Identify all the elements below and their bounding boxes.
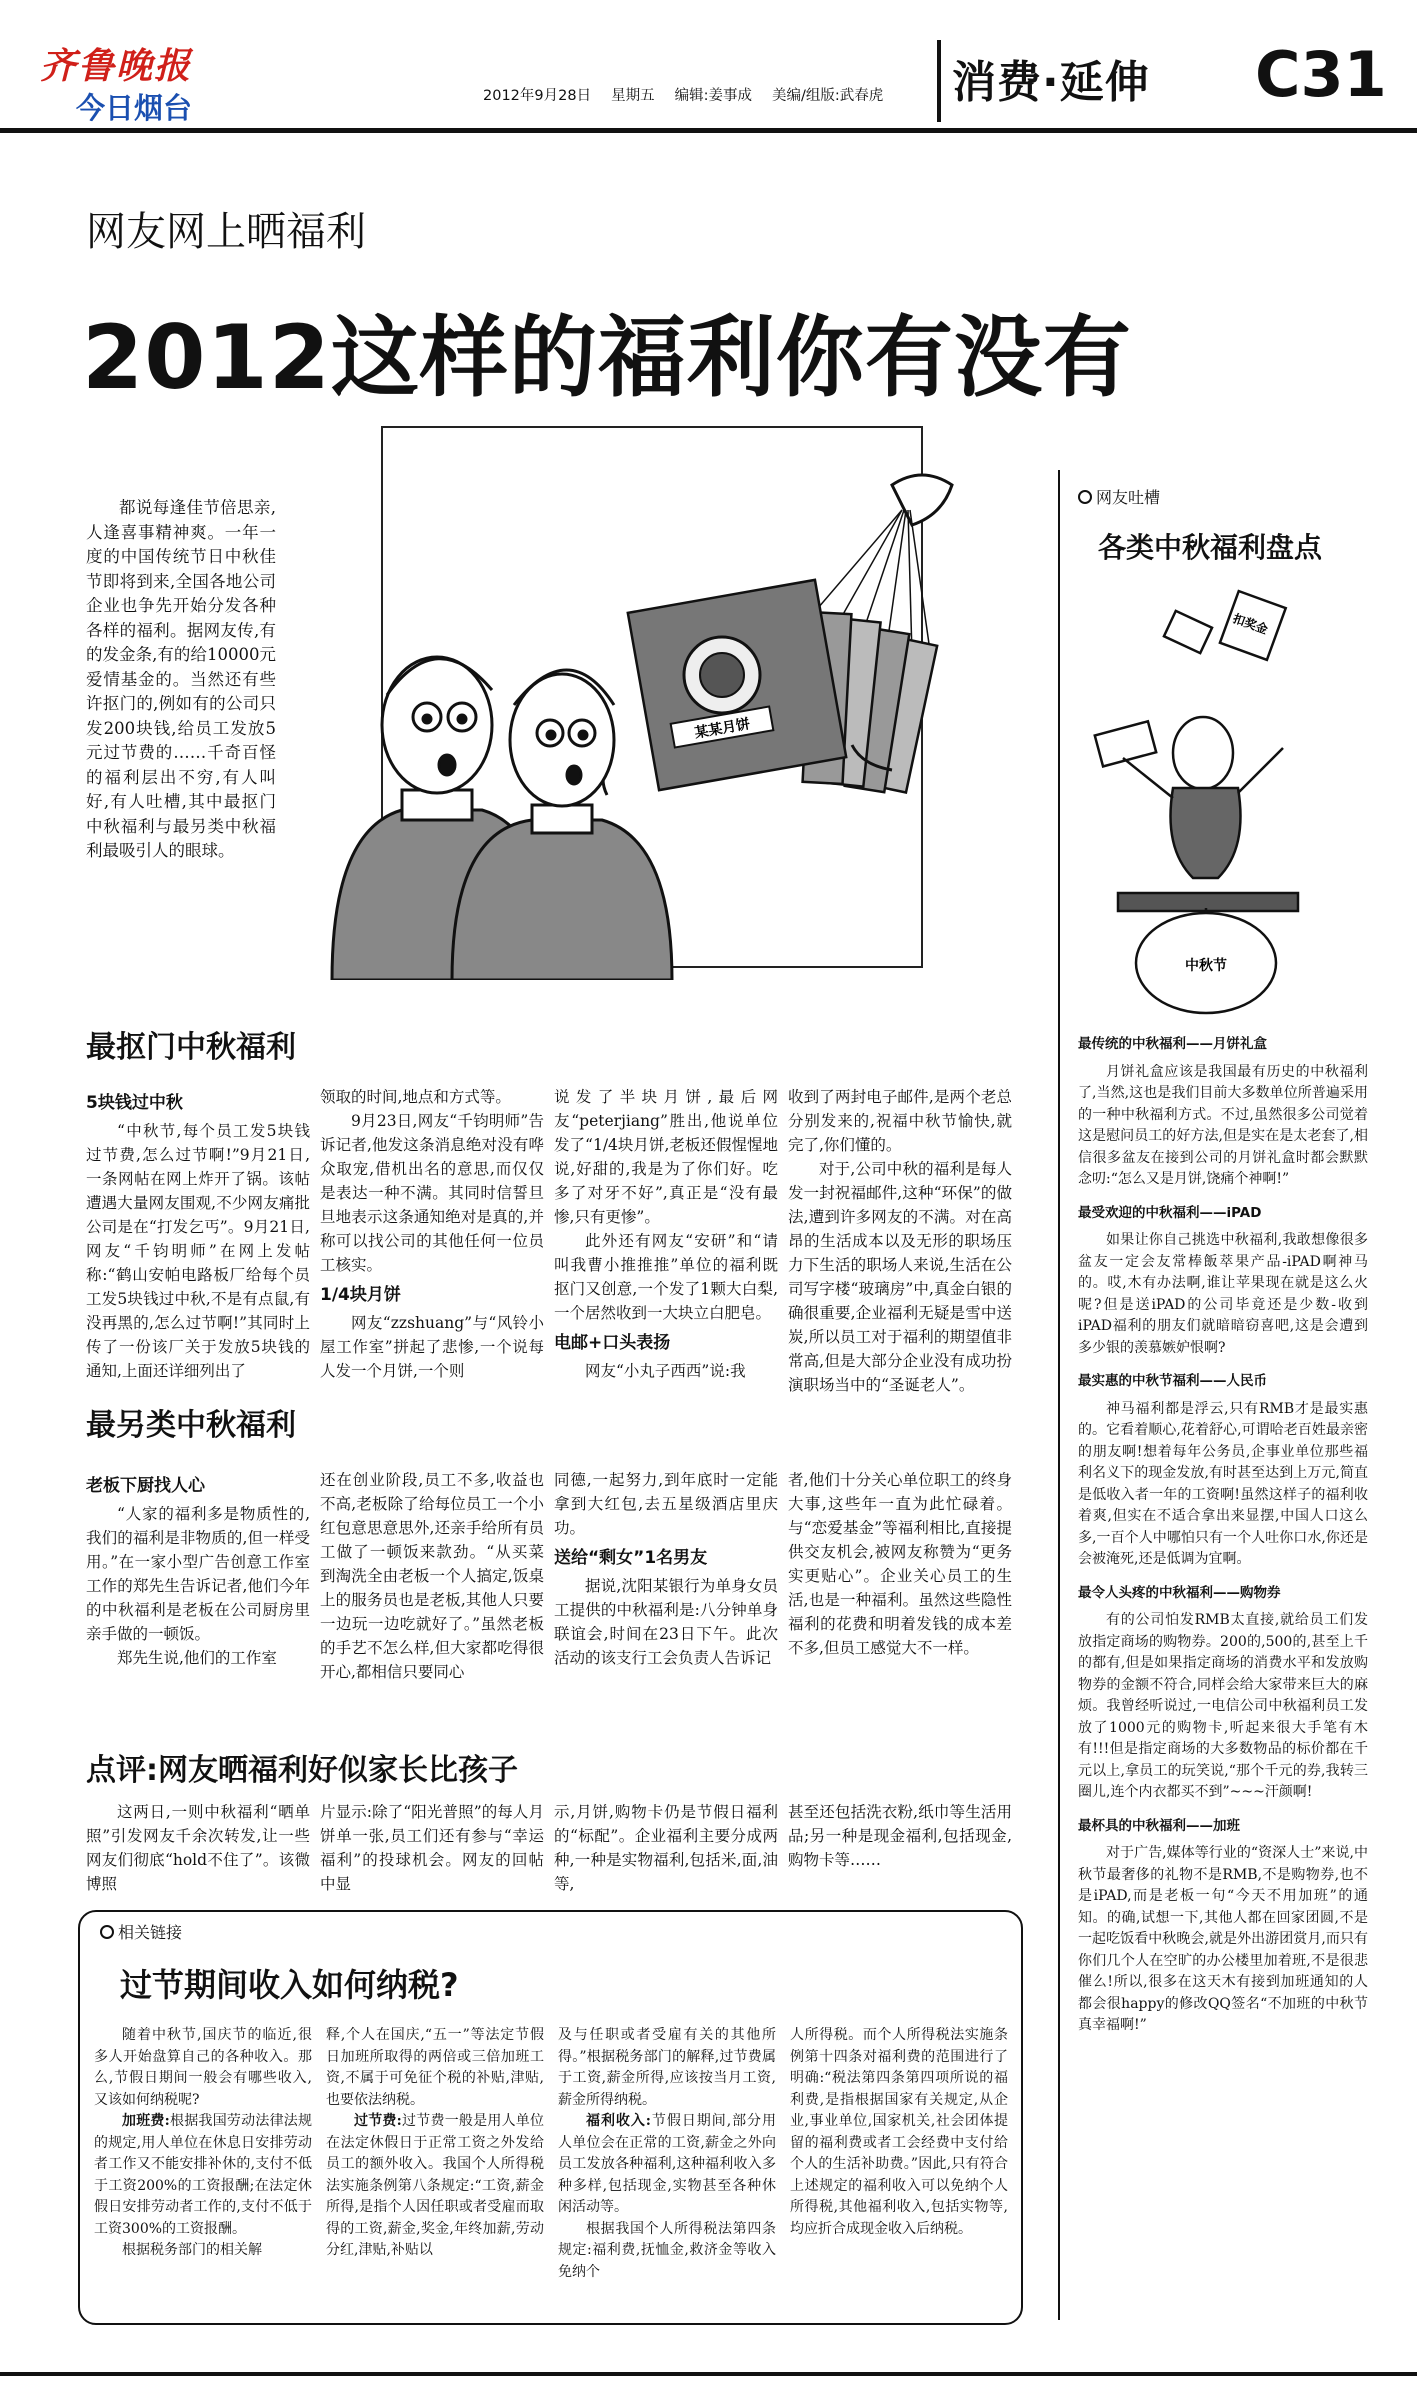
comment-col4 — [788, 1800, 1012, 1872]
tax-c1b-lead: 加班费: — [122, 2113, 170, 2129]
tax-c2a: 释,个人在国庆,“五一”等法定节假日加班所取得的两倍或三倍加班工资,不属于可免征个税的补贴,津贴,也要依法纳税。 — [326, 2027, 544, 2108]
section-name: 消费·延伸 — [952, 57, 1150, 108]
masthead — [0, 0, 1417, 132]
sidebar-item-0-head: 最传统的中秋福利——月饼礼盒 — [1078, 1036, 1267, 1052]
tax-c1a: 随着中秋节,国庆节的临近,很多人开始盘算自己的各种收入。那么,节假日期间一般会有哪些收入,又该如何纳税呢? — [94, 2027, 312, 2108]
sidebar-item-2-body: 神马福利都是浮云,只有RMB才是最实惠的。它看着顺心,花着舒心,可谓哈老百姓最亲密的朋友啊!想着每年公务员,企事业单位那些福利名义下的现金发放,有时甚至达到上万元,简直是低收入者一年的工资啊!虽然这样子的福利收着爽,但实在不适合拿出来显摆,中国人口这么多,一百个人中哪怕只有一个人吐你口水,你还是会被淹死,还是低调为宜啊。 — [1078, 1400, 1368, 1567]
section1-col4 — [788, 1085, 1012, 1397]
section1-c2b: 9月23日,网友“千钧明师”告诉记者,他发这条消息绝对没有哗众取宠,借机出名的意思,而仅仅是表达一种不满。其同时信誓旦旦地表示这条通知绝对是真的,并称可以找公司的其他任何一位员工核实。 — [320, 1112, 544, 1274]
sidebar-item-4-head: 最杯具的中秋福利——加班 — [1078, 1817, 1240, 1834]
issue-editor: 编辑:姜事成 — [674, 88, 752, 104]
header-divider — [937, 40, 941, 122]
lead-intro-text: 都说每逢佳节倍思亲,人逢喜事精神爽。一年一度的中国传统节日中秋佳节即将到来,全国各地公司企业也争先开始分发各种各样的福利。据网友传,有的发金条,有的给10000元爱情基金的。当然还有些许抠门的,例如有的公司只发200块钱,给员工发放5元过节费的……千奇百怪的福利层出不穷,有人叫好,有人吐槽,其中最抠门中秋福利与最另类中秋福利最吸引人的眼球。 — [86, 498, 276, 860]
section1-c4b: 对于,公司中秋的福利是每人发一封祝福邮件,这种“环保”的做法,遭到许多网友的不满。对在高昂的生活成本以及无形的职场压力下生活的职场人来说,生活在公司写字楼“玻璃房”中,真金白银的确很重要,企业福利无疑是雪中送炭,所以员工对于福利的期望值非常高,但是大部分企业没有成功扮演职场当中的“圣诞老人”。 — [788, 1160, 1012, 1394]
section2-col1 — [86, 1468, 310, 1670]
issue-info — [483, 84, 883, 105]
footer-rule — [0, 2372, 1417, 2376]
section1-col3 — [554, 1085, 778, 1383]
headline: 2012这样的福利你有没有 — [82, 306, 1132, 409]
sidebar-item-1-body: 如果让你自己挑选中秋福利,我敢想像很多盆友一定会友常棒飯萃果产品-iPAD啊神马的。哎,木有办法啊,谁让苹果现在就是这么火呢?但是送iPAD的公司毕竟还是少数-收到iPAD福利的朋友们就暗暗窃喜吧,这是会遭到多少银的羡慕嫉妒恨啊? — [1078, 1232, 1368, 1356]
paper-logo: 齐鲁晚报 — [40, 45, 193, 87]
section1-sub1: 5块钱过中秋 — [86, 1093, 183, 1113]
box-label: 某某月饼 — [693, 716, 752, 742]
comment-col1 — [86, 1800, 310, 1896]
comment-c4: 甚至还包括洗衣粉,纸巾等生活用品;另一种是现金福利,包括现金,购物卡等…… — [788, 1803, 1012, 1869]
tax-c1c: 根据税务部门的相关解 — [122, 2242, 262, 2258]
section2-sub2: 送给“剩女”1名男友 — [554, 1548, 708, 1568]
sidebar-item-3-body: 有的公司怕发RMB太直接,就给员工们发放指定商场的购物券。200的,500的,甚至上千的都有,但是如果指定商场的消费水平和发放购物券的金额不符合,同样会给大家带来巨大的麻烦。我曾经听说过,一电信公司中秋福利员工发放了1000元的购物卡,听起来很大手笔有木有!!!但是指定商场的大多数物品的标价都在千元以上,拿员工的玩笑说,“那个千元的券,我转三圈儿,连个内衣都买不到”~~~汗颜啊! — [1078, 1612, 1368, 1800]
section1-title: 最抠门中秋福利 — [86, 1030, 296, 1065]
sidebar-item-1-head: 最受欢迎的中秋福利——iPAD — [1078, 1204, 1262, 1221]
section1-col1 — [86, 1085, 310, 1383]
comment-c2: 片显示:除了“阳光普照”的每人月饼单一张,员工们还有参与“幸运福利”的投球机会。网友的回帖中显 — [320, 1803, 544, 1893]
section1-col2 — [320, 1085, 544, 1383]
section2-c1b: 郑先生说,他们的工作室 — [117, 1649, 277, 1667]
section1-sub3: 电邮+口头表扬 — [554, 1333, 671, 1353]
sidebar-body — [1078, 1034, 1368, 2037]
sidebar-item-2-head: 最实惠的中秋节福利——人民币 — [1078, 1373, 1267, 1389]
issue-date: 2012年9月28日 — [483, 88, 592, 104]
tax-c3a: 及与任职或者受雇有关的其他所得。”根据税务部门的解释,过节费属于工资,薪金所得,应该按当月工资,薪金所得纳税。 — [558, 2027, 776, 2108]
tax-col1 — [94, 2025, 312, 2262]
tax-c1b: 根据我国劳动法律法规的规定,用人单位在休息日安排劳动者工作又不能安排补休的,支付不低于工资200%的工资报酬;在法定休假日安排劳动者工作的,支付不低于工资300%的工资报酬。 — [94, 2113, 313, 2237]
section2-c1a: “人家的福利多是物质性的,我们的福利是非物质的,但一样受用。”在一家小型广告创意工作室工作的郑先生告诉记者,他们今年的中秋福利是老板在公司厨房里亲手做的一顿饭。 — [86, 1505, 310, 1643]
section2-col4 — [788, 1468, 1012, 1660]
section1-c3c: 网友“小丸子西西”说:我 — [585, 1362, 746, 1380]
section1-c3a: 说发了半块月饼,最后网友“peterjiang”胜出,他说单位发了“1/4块月饼,老板还假惺惺地说,好甜的,我是为了你们好。吃多了对牙不好”,真正是“没有最惨,只有更惨”。 — [554, 1088, 778, 1226]
section1-c2c: 网友“zzshuang”与“风铃小屋工作室”拼起了悲惨,一个说每人发一个月饼,一个则 — [320, 1314, 544, 1380]
section2-title: 最另类中秋福利 — [86, 1408, 296, 1443]
tax-c4a: 人所得税。而个人所得税法实施条例第十四条对福利费的范围进行了明确:“税法第四条第四项所说的福利费,是指根据国家有关规定,从企业,事业单位,国家机关,社会团体提留的福利费或者工会经费中支付给个人的生活补助费。”因此,只有符合上述规定的福利收入可以免纳个人所得税,其他福利收入,包括实物等,均应折合成现金收入后纳税。 — [790, 2027, 1008, 2237]
comment-title: 点评:网友晒福利好似家长比孩子 — [86, 1753, 518, 1788]
tax-c3b: 节假日期间,部分用人单位会在正常的工资,薪金之外向员工发放各种福利,这种福利收入多种多样,包括现金,实物甚至各种休闲活动等。 — [558, 2113, 777, 2215]
cartoon-juggler — [1078, 578, 1338, 1018]
tax-title: 过节期间收入如何纳税? — [120, 1966, 459, 2004]
sidebar-tag — [1078, 485, 1368, 508]
comment-col2 — [320, 1800, 544, 1896]
issue-designer: 美编/组版:武春虎 — [771, 88, 884, 104]
comment-c3: 示,月饼,购物卡仍是节假日福利的“标配”。企业福利主要分成两种,一种是实物福利,包括米,面,油等, — [554, 1803, 778, 1893]
edition-label: 今日烟台 — [76, 91, 193, 125]
page-number: C31 — [1255, 38, 1387, 111]
section2-c3b: 据说,沈阳某银行为单身女员工提供的中秋福利是:八分钟单身联谊会,时间在23日下午。此次活动的该支行工会负责人告诉记 — [554, 1577, 778, 1667]
comment-col3 — [554, 1800, 778, 1896]
issue-weekday: 星期五 — [611, 88, 655, 104]
kicker: 网友网上晒福利 — [86, 209, 366, 255]
section1-c3b: 此外还有网友“安研”和“请叫我曹小推推推”单位的福利既抠门又创意,一个发了1颗大白梨,一个居然收到一大块立白肥皂。 — [554, 1232, 778, 1322]
illus-base-label: 中秋节 — [1185, 958, 1227, 974]
section1-c2a: 领取的时间,地点和方式等。 — [320, 1088, 511, 1106]
comment-c1: 这两日,一则中秋福利“晒单照”引发网友千余次转发,让一些网友们彻底“hold不住了”。该微博照 — [86, 1803, 310, 1893]
tax-col3 — [558, 2025, 776, 2283]
illus-note: 扣奖金 — [1231, 611, 1270, 637]
tax-c3b-lead: 福利收入: — [586, 2113, 651, 2129]
tax-col4 — [790, 2025, 1008, 2240]
sidebar-item-4-body: 对于广告,媒体等行业的“资深人士”来说,中秋节最奢侈的礼物不是RMB,不是购物券,也不是iPAD,而是老板一句“今天不用加班”的通知。的确,试想一下,其他人都在回家团圆,不是一起吃饭看中秋晚会,就是外出游团赏月,而只有你们几个人在空旷的办公楼里加着班,不是很悲催么!所以,很多在这天木有接到加班通知的人都会很happy的修改QQ签名“不加班的中秋节真幸福啊!” — [1078, 1845, 1368, 2033]
sidebar-title: 各类中秋福利盘点 — [1098, 531, 1323, 564]
section1-c4a: 收到了两封电子邮件,是两个老总分别发来的,祝福中秋节愉快,就完了,你们懂的。 — [788, 1088, 1012, 1154]
section2-col3 — [554, 1468, 778, 1670]
tax-tag — [96, 1920, 186, 1943]
cartoon-svg — [292, 425, 1022, 980]
sidebar-item-0-body: 月饼礼盒应该是我国最有历史的中秋福利了,当然,这也是我们目前大多数单位所普遍采用的一种中秋福利方式。不过,虽然很多公司觉着这是慰问员工的好方法,但是实在是太老套了,相信很多盆友在接到公司的月饼礼盒时都会默默念叨:“怎么又是月饼,饶痛个神啊!” — [1078, 1063, 1368, 1187]
section2-sub1: 老板下厨找人心 — [86, 1476, 205, 1496]
tax-col2 — [326, 2025, 544, 2262]
lead-intro — [86, 496, 276, 864]
tax-c2b-lead: 过节费: — [354, 2113, 402, 2129]
section2-c2: 还在创业阶段,员工不多,收益也不高,老板除了给每位员工一个小红包意思意思外,还亲手给所有员工做了一顿饭来款劲。“从买菜到淘洗全由老板一个人搞定,饭桌上的服务员也是老板,其他人只要一边玩一边吃就好了。”虽然老板的手艺不怎么样,但大家都吃得很开心,都相信只要同心 — [320, 1471, 544, 1681]
section2-c4: 者,他们十分关心单位职工的终身大事,这些年一直为此忙碌着。与“恋爱基金”等福利相比,直接提供交友机会,被网友称赞为“更务实更贴心”。企业关心员工的生活,也是一种福利。虽然这些隐性福利的花费和明着发钱的成本差不多,但员工感觉大不一样。 — [788, 1471, 1012, 1657]
bullet-icon — [100, 1925, 114, 1939]
sidebar-rule — [1058, 470, 1060, 2320]
masthead-rule — [0, 128, 1417, 133]
section2-c3a: 同德,一起努力,到年底时一定能拿到大红包,去五星级酒店里庆功。 — [554, 1471, 778, 1537]
sidebar-item-3-head: 最令人头疼的中秋福利——购物券 — [1078, 1584, 1281, 1601]
section1-sub2: 1/4块月饼 — [320, 1285, 401, 1305]
section2-col2 — [320, 1468, 544, 1684]
section1-c1: “中秋节,每个员工发5块钱过节费,怎么过节啊!”9月21日,一条网帖在网上炸开了锅。该帖遭遇大量网友围观,不少网友痛批公司是在“打发乞丐”。9月21日,网友“千钧明师”在网上发帖称:“鹤山安帕电路板厂给每个员工发5块钱过中秋,不是有点鼠,有没再黑的,怎么过节啊!”其同时上传了一份该厂关于发放5块钱的通知,上面还详细列出了 — [86, 1122, 310, 1380]
bullet-icon — [1078, 490, 1092, 504]
sidebar-tag-text: 网友吐槽 — [1096, 488, 1161, 507]
cartoon-mooncake-gift — [292, 425, 1022, 980]
tax-tag-text: 相关链接 — [118, 1923, 183, 1942]
sidebar — [1078, 485, 1368, 2037]
tax-c2b: 过节费一般是用人单位在法定休假日于正常工资之外发给员工的额外收入。我国个人所得税法实施条例第八条规定:“工资,薪金所得,是指个人因任职或者受雇而取得的工资,薪金,奖金,年终加薪,劳动分红,津贴,补贴以 — [326, 2113, 545, 2258]
tax-c3c: 根据我国个人所得税法第四条规定:福利费,抚恤金,救济金等收入免纳个 — [558, 2220, 776, 2280]
